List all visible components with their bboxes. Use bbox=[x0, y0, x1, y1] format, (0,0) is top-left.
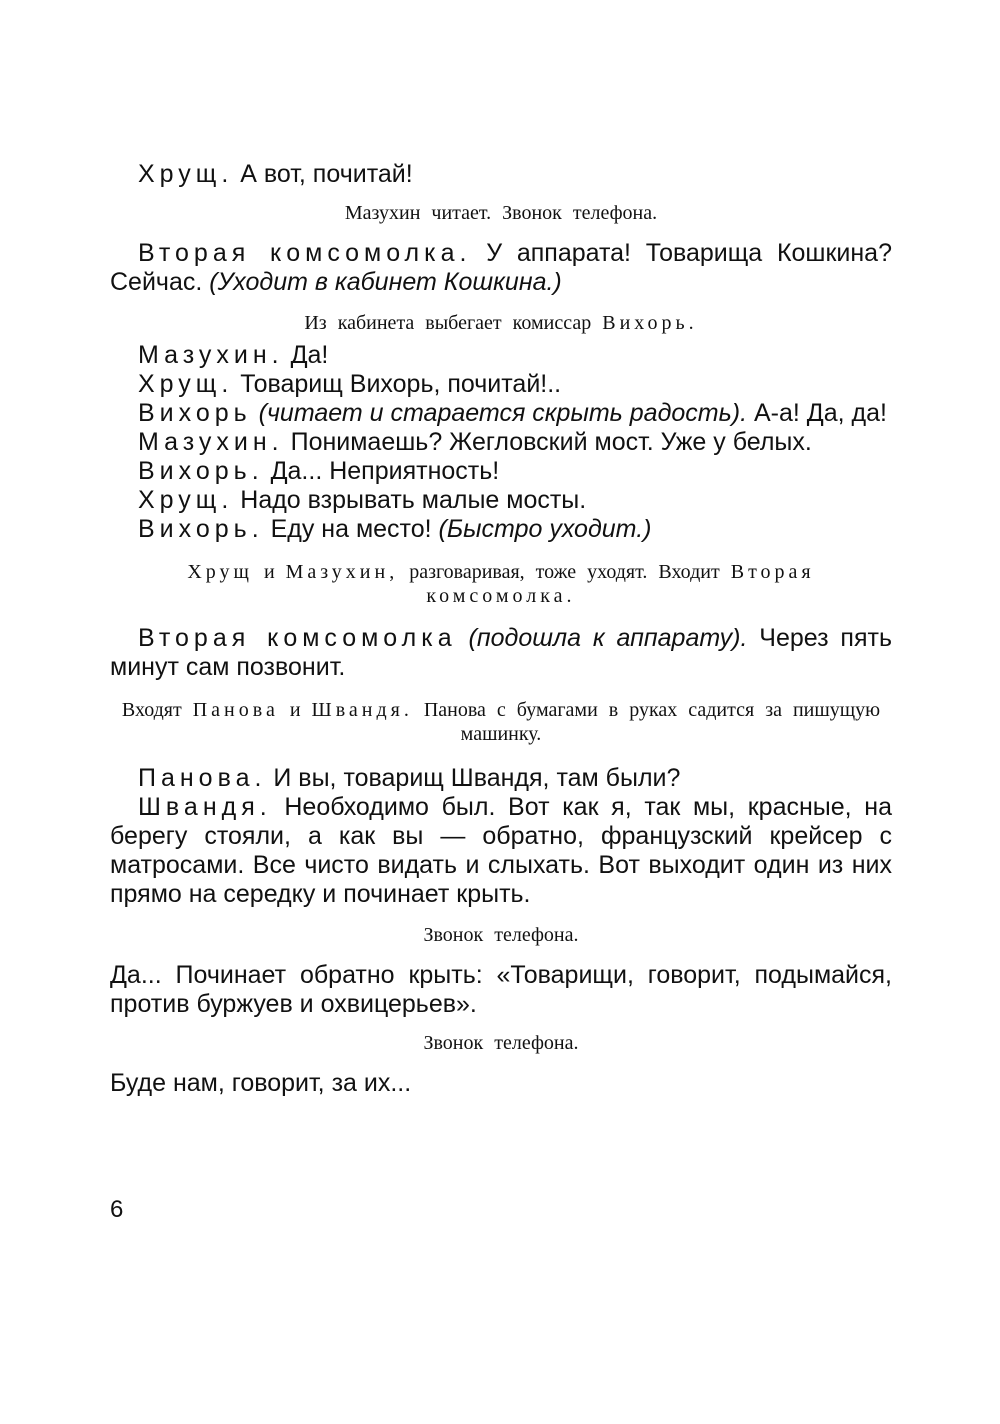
stage-direction bbox=[110, 698, 892, 746]
replica-text: Да! bbox=[290, 341, 329, 369]
replica bbox=[110, 160, 892, 189]
stage-direction: Звонок телефона. bbox=[423, 924, 579, 946]
character-name: Панова bbox=[192, 699, 279, 721]
stage-text: разговаривая, тоже уходят. Входит bbox=[409, 561, 720, 583]
replica-text: Надо взрывать малые мосты. bbox=[240, 486, 587, 514]
character-name: Хрущ. bbox=[138, 160, 234, 188]
character-name: Вихорь. bbox=[602, 312, 698, 334]
replica bbox=[110, 793, 892, 909]
stage-direction: Звонок телефона. bbox=[423, 1032, 579, 1054]
replica-text: А-а! Да, да! bbox=[754, 399, 887, 427]
replica-text: А вот, почитай! bbox=[240, 160, 413, 188]
replica-text: Да... Неприятность! bbox=[270, 457, 500, 485]
author-direction: (Уходит в кабинет Кошкина.) bbox=[209, 268, 562, 296]
character-name: Панова. bbox=[138, 764, 267, 792]
author-direction: (Быстро уходит.) bbox=[438, 515, 652, 543]
stage-text: Входят bbox=[121, 699, 182, 721]
character-name: Вторая комсомолка. bbox=[426, 561, 815, 607]
stage-text: Из кабинета выбегает комиссар bbox=[304, 312, 592, 334]
stage-direction bbox=[110, 560, 892, 608]
character-name: Хрущ bbox=[187, 561, 253, 583]
character-name: Мазухин. bbox=[138, 341, 284, 369]
stage-direction: Мазухин читает. Звонок телефона. bbox=[344, 202, 658, 224]
replica bbox=[110, 457, 892, 486]
page-number: 6 bbox=[110, 1196, 124, 1223]
replica bbox=[110, 486, 892, 515]
replica: Буде нам, говорит, за их... bbox=[110, 1069, 412, 1097]
replica-text: Товарищ Вихорь, почитай!.. bbox=[240, 370, 562, 398]
stage-text: Панова с бумагами в руках садится за пишущую машинку. bbox=[423, 699, 881, 745]
character-name: Швандя. bbox=[138, 793, 272, 821]
stage-text: и bbox=[263, 561, 275, 583]
replica-text: И вы, товарищ Швандя, там были? bbox=[273, 764, 681, 792]
replica bbox=[110, 239, 892, 297]
replica: Да... Починает обратно крыть: «Товарищи, говорит, подымайся, против буржуев и охвицерьев». bbox=[110, 961, 892, 1018]
replica-text: Необходимо был. Вот как я, так мы, красные, на берегу стояли, а как вы — обратно, французский крейсер с матросами. Все чисто видать и слыхать. Вот выходит один из них прямо на середку и починает крыть. bbox=[110, 793, 892, 908]
replica bbox=[110, 515, 892, 544]
play-text bbox=[110, 160, 892, 1098]
author-direction: (подошла к аппарату). bbox=[468, 624, 748, 652]
replica bbox=[110, 764, 892, 793]
character-name: Хрущ. bbox=[138, 486, 234, 514]
character-name: Вихорь bbox=[138, 399, 252, 427]
stage-direction bbox=[110, 311, 892, 335]
replica-text: У аппарата! Товарища Кошкина? Сейчас. bbox=[110, 239, 892, 296]
replica-text: Еду на место! bbox=[270, 515, 432, 543]
replica bbox=[110, 370, 892, 399]
replica bbox=[110, 624, 892, 682]
replica bbox=[110, 428, 892, 457]
character-name: Вихорь. bbox=[138, 515, 264, 543]
character-name: Мазухин, bbox=[285, 561, 399, 583]
replica-text: Понимаешь? Жегловский мост. Уже у белых. bbox=[290, 428, 812, 456]
character-name: Вторая комсомолка. bbox=[138, 239, 472, 267]
character-name: Швандя. bbox=[311, 699, 413, 721]
character-name: Вихорь. bbox=[138, 457, 264, 485]
character-name: Мазухин. bbox=[138, 428, 284, 456]
stage-text: и bbox=[289, 699, 301, 721]
replica bbox=[110, 341, 892, 370]
replica-text: Через пять минут сам позвонит. bbox=[110, 624, 892, 681]
replica bbox=[110, 399, 892, 428]
author-direction: (читает и старается скрыть радость). bbox=[258, 399, 748, 427]
character-name: Хрущ. bbox=[138, 370, 234, 398]
character-name: Вторая комсомолка bbox=[138, 624, 457, 652]
